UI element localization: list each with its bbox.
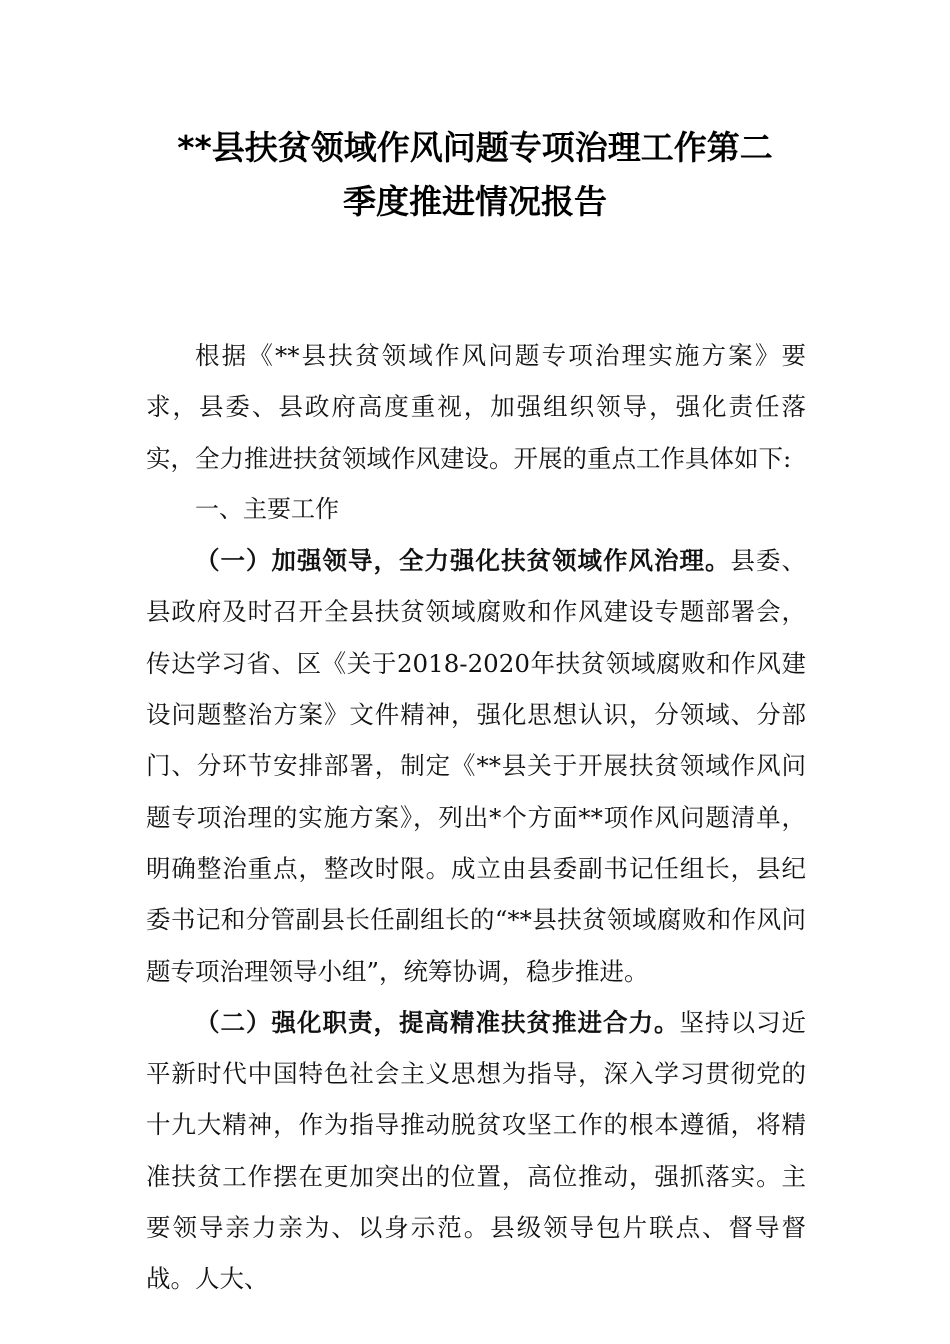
document-body: [146, 330, 806, 1305]
item-1-lead: （一）加强领导，全力强化扶贫领域作风治理。: [195, 546, 731, 576]
item-1-text: 县委、县政府及时召开全县扶贫领域腐败和作风建设专题部署会，传达学习省、区《关于2018-2020年扶贫领域腐败和作风建设问题整治方案》文件精神，强化思想认识，分领域、分部门、分环节安排部署，制定《**县关于开展扶贫领域作风问题专项治理的实施方案》，列出*个方面**项作风问题清单，明确整治重点，整改时限。成立由县委副书记任组长，县纪委书记和分管副县长任副组长的“**县扶贫领域腐败和作风问题专项治理领导小组”，统筹协调，稳步推进。: [146, 546, 806, 986]
intro-paragraph: 根据《**县扶贫领域作风问题专项治理实施方案》要求，县委、县政府高度重视，加强组织领导，强化责任落实，全力推进扶贫领域作风建设。开展的重点工作具体如下:: [146, 341, 806, 473]
paragraph-item-2: [146, 997, 806, 1305]
item-2-lead: （二）强化职责，提高精准扶贫推进合力。: [195, 1007, 680, 1037]
item-2-text: 坚持以习近平新时代中国特色社会主义思想为指导，深入学习贯彻党的十九大精神，作为指导推动脱贫攻坚工作的根本遵循，将精准扶贫工作摆在更加突出的位置，高位推动，强抓落实。主要领导亲力亲为、以身示范。县级领导包片联点、督导督战。人大、: [146, 1007, 806, 1294]
document-title-line-1: **县扶贫领域作风问题专项治理工作第二: [177, 128, 773, 167]
section-heading-main-work: 一、主要工作: [195, 494, 339, 523]
document-title-line-2: 季度推进情况报告: [343, 182, 607, 221]
paragraph-item-1: [146, 535, 806, 997]
